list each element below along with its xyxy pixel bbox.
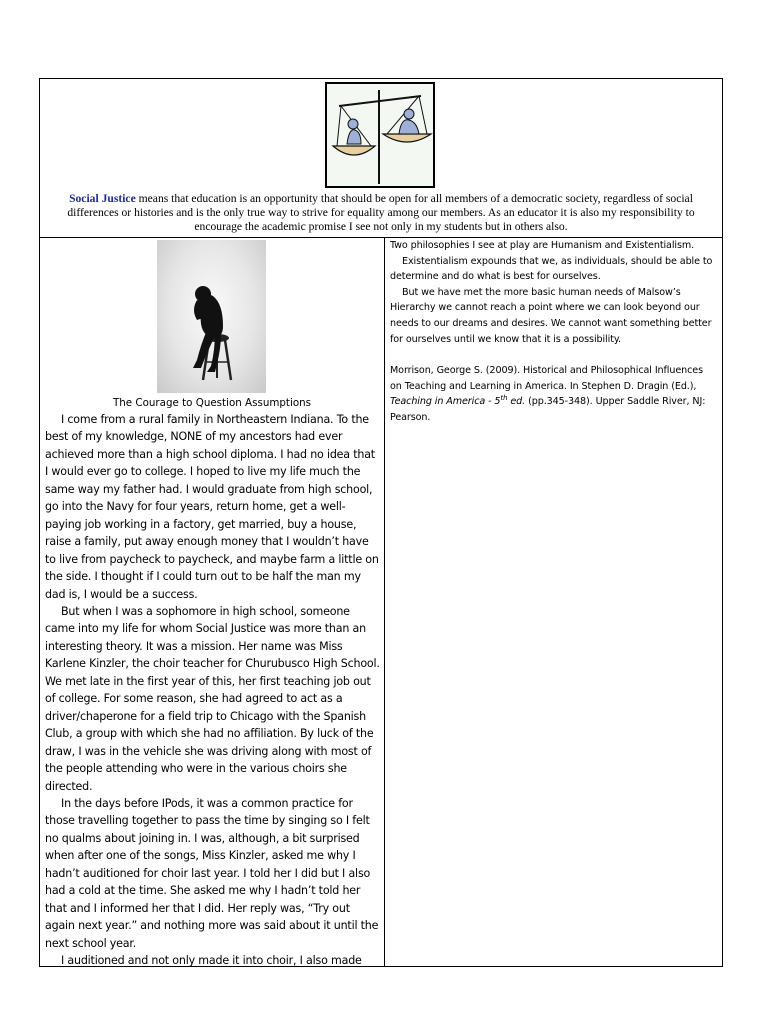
reference-book-title (390, 396, 525, 407)
reference-edition-sup: th (500, 394, 508, 403)
reference-title-text: Teaching in America - 5 (390, 396, 501, 408)
seated-figure-silhouette (157, 240, 266, 393)
essay-body (45, 411, 381, 970)
essay-paragraph: In the days before IPods, it was a common practice for those travelling together to pass the time by singing so I felt no qualms about joining in. I was, although, a bit surprised when after one of the songs, Miss Kinzler, asked me why I hadn’t auditioned for choir last year. I told her I did but I also had a cold at the time. She asked me why I hadn’t told her that and I informed her that I did. Her reply was, “Try out again next year.” and nothing more was said about it until the next school year. (45, 796, 379, 950)
reference-edition: ed. (507, 396, 526, 408)
essay-paragraph: I come from a rural family in Northeastern Indiana. To the best of my knowledge, NONE of my ancestors had ever achieved more than a high school diploma. I had no idea that I would ever go to college. I hoped to live my life much the same way my father had. I would graduate from high school, go into the Navy for four years, return home, get a well-paying job working in a factory, get married, buy a house, raise a family, put away enough money that I wouldn’t have to live from paycheck to paycheck, and maybe farm a little on the side. I thought if I could turn out to be half the man my dad is, I would be a success. (45, 413, 379, 601)
photo-person-on-stool (157, 240, 266, 393)
essay-paragraph: I auditioned and not only made it into choir, I also made (61, 954, 362, 968)
social-justice-definition (46, 192, 716, 235)
document-table (39, 78, 723, 967)
reference-citation (390, 363, 716, 425)
scales-of-justice-illustration (325, 82, 435, 188)
philosophy-paragraph: But we have met the more basic human needs of Malsow’s Hierarchy we cannot reach a point where we can look beyond our needs to our dreams and desires. We cannot want something better for ourselves until we know that it is a possibility. (390, 286, 712, 345)
essay-caption: The Courage to Question Assumptions (112, 397, 312, 409)
essay-paragraph: But when I was a sophomore in high school, someone came into my life for whom Social Justice was more than an interesting theory. It was a mission. Her name was Miss Karlene Kinzler, the choir teacher for Churubusco High School. We met late in the first year of this, her first teaching job out of college. For some reason, she had agreed to act as a driver/chaperone for a field trip to Chicago with the Spanish Club, a group with which she had no affiliation. By luck of the draw, I was in the vehicle she was driving along with most of the people attending who were in the various choirs she directed. (45, 604, 380, 793)
philosophy-paragraph: Existentialism expounds that we, as individuals, should be able to determine and do what is best for ourselves. (390, 255, 713, 283)
philosophy-text (390, 238, 716, 426)
scales-icon (327, 84, 433, 186)
philosophy-cell (385, 237, 722, 966)
header-cell (40, 79, 722, 238)
essay-cell (40, 237, 385, 966)
reference-publisher: (pp.345-348). Upper Saddle River, NJ: Pearson. (390, 396, 706, 423)
reference-author: Morrison, George S. (2009). Historical and Philosophical Influences on Teaching and Learning in America. In Stephen D. Dragin (Ed.), (390, 365, 704, 392)
definition-text: means that education is an opportunity that should be open for all members of a democratic society, regardless of social differences or histories and is the only true way to strive for equality among our members. As an educator it is also my responsibility to encourage the academic promise I see not only in my students but in others also. (67, 192, 695, 234)
philosophy-paragraph: Two philosophies I see at play are Humanism and Existentialism. (390, 240, 695, 251)
definition-term: Social Justice (69, 192, 136, 205)
